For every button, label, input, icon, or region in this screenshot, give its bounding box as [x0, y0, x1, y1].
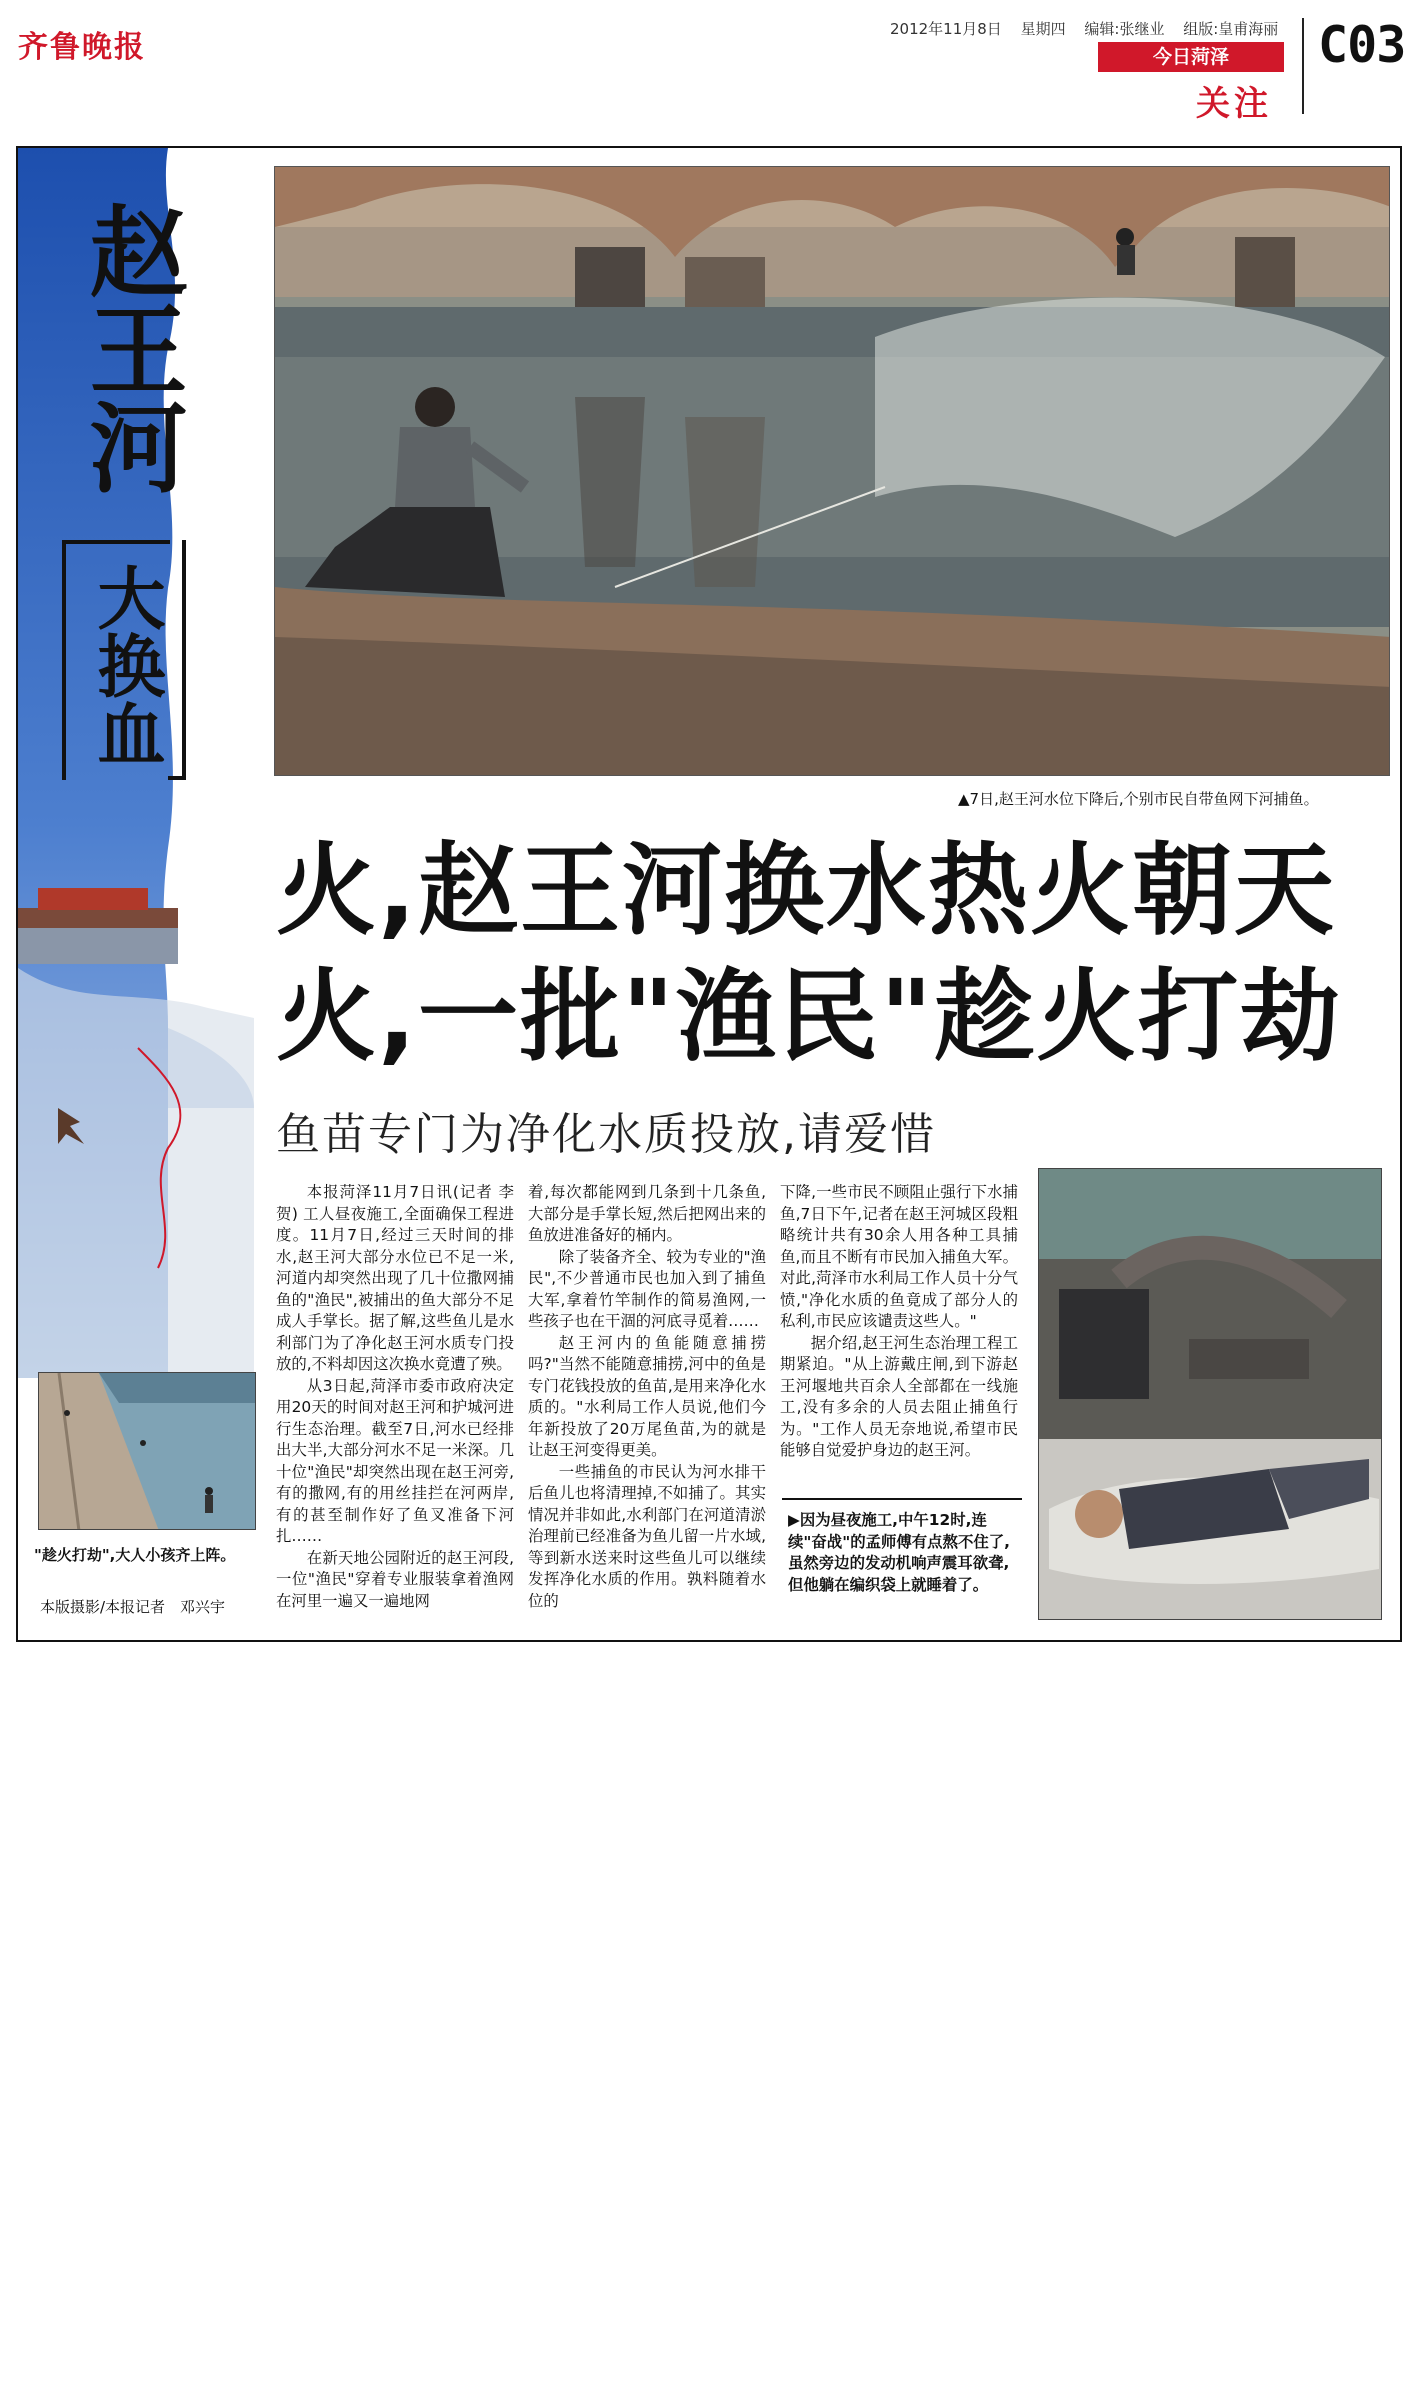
article-column-2	[528, 1182, 766, 1612]
page-number: C03	[1318, 16, 1406, 74]
headline-line-1: 火,赵王河换水热火朝天	[276, 832, 1336, 949]
article-paragraph: 从3日起,菏泽市委市政府决定用20天的时间对赵王河和护城河进行生态治理。截至7日,河水已经排出大半,大部分河水不足一米深。几十位"渔民"却突然出现在赵王河旁,有的撒网,有的用丝挂拦在河两岸,有的甚至制作好了鱼叉准备下河扎……	[276, 1376, 514, 1545]
photo-shore-crowd-caption: "趁火打劫",大人小孩齐上阵。	[34, 1546, 236, 1564]
photo-river-fishing-caption: ▲7日,赵王河水位下降后,个别市民自带鱼网下河捕鱼。	[958, 790, 1319, 808]
article-paragraph: 赵王河内的鱼能随意捕捞吗?"当然不能随意捕捞,河中的鱼是专门花钱投放的鱼苗,是用来净化水质的。"水利局工作人员说,他们今年新投放了20万尾鱼苗,为的就是让赵王河变得更美。	[528, 1333, 766, 1459]
header-divider	[1302, 18, 1304, 114]
issue-meta	[890, 18, 1292, 39]
headline	[276, 828, 1396, 1080]
issue-weekday: 星期四	[1020, 20, 1066, 38]
photo-sleeping-worker	[1038, 1168, 1382, 1620]
subheadline: 鱼苗专门为净化水质投放,请爱惜	[276, 1109, 936, 1160]
article-column-3	[780, 1182, 1018, 1462]
photo-shore-crowd-art	[39, 1373, 256, 1530]
article-column-1	[276, 1182, 514, 1612]
side-title	[70, 168, 190, 528]
section-focus: 关注	[1196, 84, 1272, 124]
photo-shore-crowd	[38, 1372, 256, 1530]
caption-rule	[782, 1498, 1022, 1500]
side-subtitle: 大换血	[86, 563, 165, 767]
article-frame	[16, 146, 1402, 1642]
side-subtitle-bracket-right	[168, 540, 186, 780]
headline-line-2: 火,一批"渔民"趁火打劫	[276, 958, 1343, 1075]
article-paragraph: 下降,一些市民不顾阻止强行下水捕鱼,7日下午,记者在赵王河城区段粗略统计共有30余人用各种工具捕鱼,而且不断有市民加入捕鱼大军。对此,菏泽市水利局工作人员十分气愤,"净化水质的鱼竟成了部分人的私利,市民应该谴责这些人。"	[780, 1183, 1018, 1330]
side-strip	[18, 148, 254, 1378]
article-paragraph: 除了装备齐全、较为专业的"渔民",不少普通市民也加入到了捕鱼大军,拿着竹竿制作的简易渔网,一些孩子也在干涸的河底寻觅着……	[528, 1247, 766, 1330]
photo-sleeping-worker-art	[1039, 1169, 1382, 1620]
masthead-logo: 齐鲁晚报	[18, 30, 146, 65]
article-paragraph: 据介绍,赵王河生态治理工程工期紧迫。"从上游戴庄闸,到下游赵王河堰地共百余人全部都在一线施工,没有多余的人员去阻止捕鱼行为。"工作人员无奈地说,希望市民能够自觉爱护身边的赵王河。	[780, 1333, 1018, 1459]
photo-credit: 本版摄影/本报记者 邓兴宇	[40, 1598, 226, 1616]
photo-river-fishing-art	[275, 167, 1390, 776]
article-paragraph: 一些捕鱼的市民认为河水排干后鱼儿也将清理掉,不如捕了。其实情况并非如此,水利部门在河道清淤治理前已经准备为鱼儿留一片水域,等到新水送来时这些鱼儿可以继续发挥净化水质的作用。孰料随着水位的	[528, 1462, 766, 1610]
article-paragraph: 在新天地公园附近的赵王河段,一位"渔民"穿着专业服装拿着渔网在河里一遍又一遍地网	[276, 1548, 514, 1610]
section-label: 今日菏泽	[1098, 42, 1284, 72]
article-paragraph: 着,每次都能网到几条到十几条鱼,大部分是手掌长短,然后把网出来的鱼放进准备好的桶内。	[528, 1183, 766, 1244]
issue-date: 2012年11月8日	[890, 20, 1002, 38]
article-paragraph: 本报菏泽11月7日讯(记者 李贺) 工人昼夜施工,全面确保工程进度。11月7日,经过三天时间的排水,赵王河大部分水位已不足一米,河道内却突然出现了几十位撒网捕鱼的"渔民",被捕出的鱼大部分不足成人手掌长。据了解,这些鱼儿是水利部门为了净化赵王河水质专门投放的,不料却因这次换水竟遭了殃。	[276, 1183, 514, 1373]
photo-river-fishing	[274, 166, 1390, 776]
editor-credit: 编辑:张继业	[1084, 20, 1165, 38]
side-title-text: 赵王河	[73, 201, 188, 495]
layout-credit: 组版:皇甫海丽	[1183, 20, 1279, 38]
photo-worker-caption: ▶因为昼夜施工,中午12时,连续"奋战"的孟师傅有点熬不住了,虽然旁边的发动机响声震耳欲聋,但他躺在编织袋上就睡着了。	[788, 1511, 1010, 1594]
